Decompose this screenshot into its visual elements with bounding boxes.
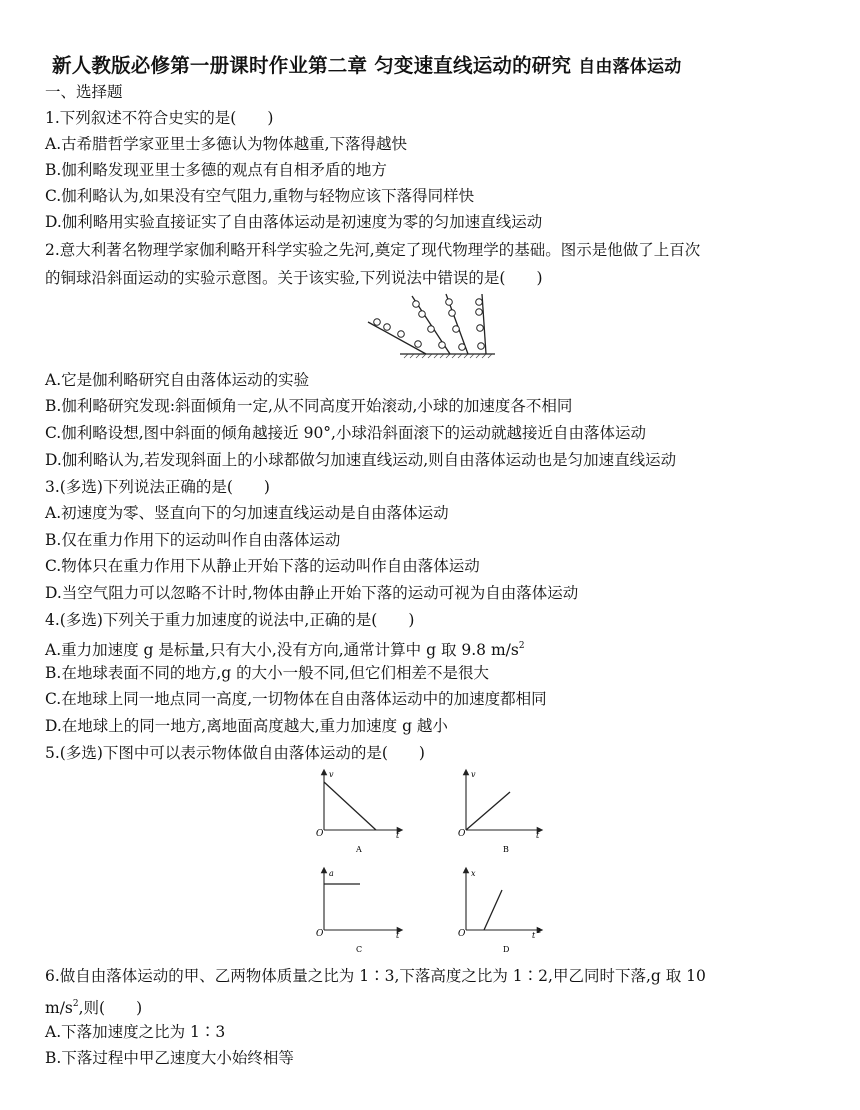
q3-option-b: B.仅在重力作用下的运动叫作自由落体运动 [45,531,341,549]
incline-experiment-figure [360,292,500,360]
q1-option-c: C.伽利略认为,如果没有空气阻力,重物与轻物应该下落得同样快 [45,187,475,205]
graph-d-origin: O [458,929,466,939]
q1-stem: 1.下列叙述不符合史实的是( ) [45,109,274,127]
graph-c-x-label: t [396,931,400,940]
q4-option-c: C.在地球上同一地点同一高度,一切物体在自由落体运动中的加速度都相同 [45,690,547,708]
graph-b-line [466,792,510,830]
graph-d-line [484,890,502,930]
q6-option-a: A.下落加速度之比为 1∶3 [45,1023,226,1041]
q2-option-b: B.伽利略研究发现:斜面倾角一定,从不同高度开始滚动,小球的加速度各不相同 [45,397,573,415]
graph-a [316,770,400,854]
q4-stem: 4.(多选)下列关于重力加速度的说法中,正确的是( ) [45,611,415,629]
graph-a-origin: O [316,829,324,839]
q2-stem-line1: 2.意大利著名物理学家伽利略开科学实验之先河,奠定了现代物理学的基础。图示是他做了上百次 [45,241,701,259]
graph-c [316,869,400,954]
q2-option-c: C.伽利略设想,图中斜面的倾角越接近 90°,小球沿斜面滚下的运动就越接近自由落体运动 [45,424,646,442]
graph-d-x-label-sup: 2 [537,928,541,935]
q2-option-a: A.它是伽利略研究自由落体运动的实验 [45,371,310,389]
q1-option-a: A.古希腊哲学家亚里士多德认为物体越重,下落得越快 [45,135,408,153]
q1-option-d: D.伽利略用实验直接证实了自由落体运动是初速度为零的匀加速直线运动 [45,213,543,231]
graph-b-caption: B [503,845,509,854]
graph-c-origin: O [316,929,324,939]
graph-b-x-label: t [536,831,540,840]
graph-b [458,770,540,854]
section-heading: 一、选择题 [45,83,123,101]
q2-option-d: D.伽利略认为,若发现斜面上的小球都做匀加速直线运动,则自由落体运动也是匀加速直线运动 [45,451,677,469]
q4-option-d: D.在地球上的同一地方,离地面高度越大,重力加速度 g 越小 [45,717,448,735]
graph-a-caption: A [356,845,362,854]
graph-d-caption: D [503,945,510,954]
graph-a-x-label: t [396,831,400,840]
q3-option-d: D.当空气阻力可以忽略不计时,物体由静止开始下落的运动可视为自由落体运动 [45,584,579,602]
q2-stem-line2: 的铜球沿斜面运动的实验示意图。关于该实验,下列说法中错误的是( ) [45,269,543,287]
incline-1 [368,322,426,354]
graph-b-origin: O [458,829,466,839]
q1-option-b: B.伽利略发现亚里士多德的观点有自相矛盾的地方 [45,161,387,179]
q3-option-c: C.物体只在重力作用下从静止开始下落的运动叫作自由落体运动 [45,557,480,575]
graph-c-caption: C [356,945,363,954]
q3-option-a: A.初速度为零、竖直向下的匀加速直线运动是自由落体运动 [45,504,449,522]
graph-b-y-label: v [471,770,476,779]
graph-d-y-label: x [471,869,476,878]
q3-stem: 3.(多选)下列说法正确的是( ) [45,478,270,496]
q5-graphs-figure [300,768,560,960]
q5-stem: 5.(多选)下图中可以表示物体做自由落体运动的是( ) [45,744,425,762]
graph-a-y-label: v [329,770,334,779]
graph-d-x-label: t [532,931,536,940]
q4-option-b: B.在地球表面不同的地方,g 的大小一般不同,但它们相差不是很大 [45,664,490,682]
page-title: 新人教版必修第一册课时作业第二章 匀变速直线运动的研究 自由落体运动 [52,54,682,77]
q6-stem-line1: 6.做自由落体运动的甲、乙两物体质量之比为 1∶3,下落高度之比为 1∶2,甲乙同时下落,g 取 10 [45,967,706,985]
graph-c-y-label: a [329,869,334,878]
graph-d [458,869,541,954]
q6-option-b: B.下落过程中甲乙速度大小始终相等 [45,1049,294,1067]
graph-a-line [324,782,376,830]
q4-option-a: A.重力加速度 g 是标量,只有大小,没有方向,通常计算中 g 取 9.8 $m/s^2$ [45,641,525,659]
q6-stem-line2: $m/s^2$,则( ) [45,999,143,1017]
